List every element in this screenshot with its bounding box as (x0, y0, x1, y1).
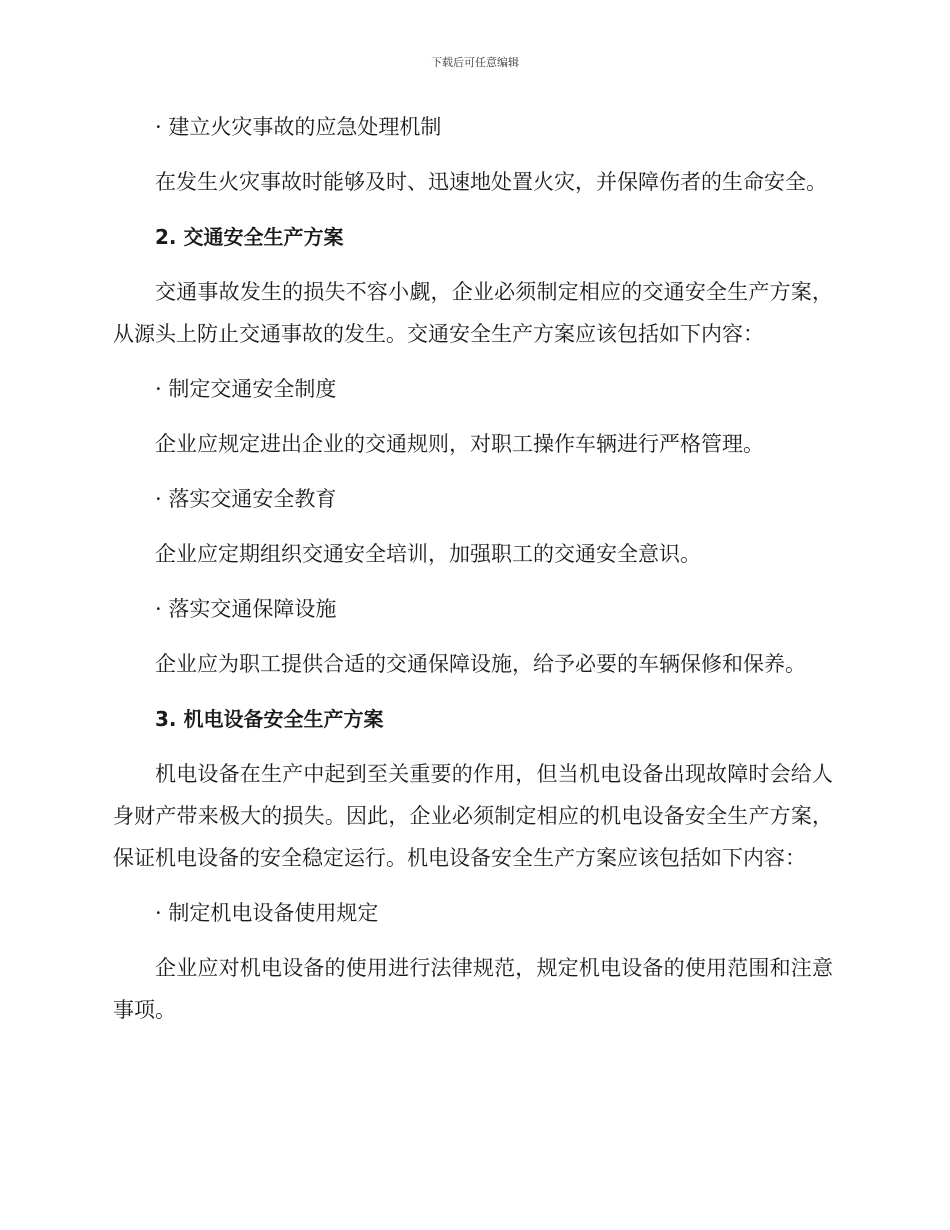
paragraph-fire-emergency: 在发生火灾事故时能够及时、迅速地处置火灾，并保障伤者的生命安全。 (155, 170, 827, 194)
paragraph-traffic-education: 企业应定期组织交通安全培训，加强职工的交通安全意识。 (155, 542, 701, 566)
bullet-traffic-education: · 落实交通安全教育 (155, 487, 337, 511)
paragraph-equipment-rules: 企业应对机电设备的使用进行法律规范，规定机电设备的使用范围和注意事项。 (113, 956, 833, 1022)
paragraph-traffic-intro: 交通事故发生的损失不容小觑，企业必须制定相应的交通安全生产方案，从源头上防止交通事故的发生。交通安全生产方案应该包括如下内容： (113, 280, 833, 346)
bullet-traffic-facilities: · 落实交通保障设施 (155, 597, 337, 621)
header-note: 下载后可任意编辑 (431, 56, 519, 69)
paragraph-equipment-intro: 机电设备在生产中起到至关重要的作用，但当机电设备出现故障时会给人身财产带来极大的损失。因此，企业必须制定相应的机电设备安全生产方案，保证机电设备的安全稳定运行。机电设备安全生产方案应该包括如下内容： (113, 762, 833, 870)
bullet-equipment-rules: · 制定机电设备使用规定 (155, 901, 379, 925)
paragraph-traffic-facilities: 企业应为职工提供合适的交通保障设施，给予必要的车辆保修和保养。 (155, 652, 806, 676)
section-heading-traffic-safety: 2. 交通安全生产方案 (155, 225, 344, 249)
document-body (113, 106, 833, 1044)
bullet-traffic-rules: · 制定交通安全制度 (155, 377, 337, 401)
section-heading-equipment-safety: 3. 机电设备安全生产方案 (155, 707, 384, 731)
paragraph-traffic-rules: 企业应规定进出企业的交通规则，对职工操作车辆进行严格管理。 (155, 432, 764, 456)
bullet-fire-emergency-mechanism: · 建立火灾事故的应急处理机制 (155, 115, 442, 139)
